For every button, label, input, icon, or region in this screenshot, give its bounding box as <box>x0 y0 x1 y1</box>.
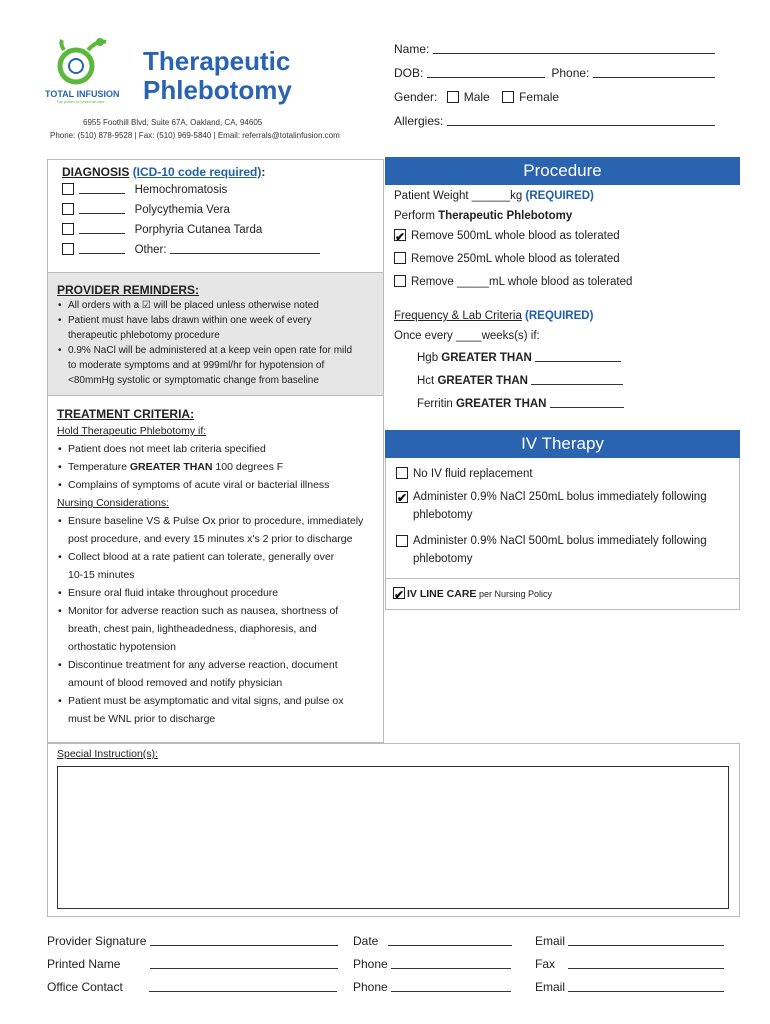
treatment-heading: TREATMENT CRITERIA: <box>57 407 195 421</box>
office-contact-field[interactable] <box>149 982 337 992</box>
reminders-section <box>57 282 379 388</box>
address: 6955 Foothill Blvd, Suite 67A, Oakland, CA, 94605 <box>83 118 263 127</box>
list-item: • Ensure baseline VS & Pulse Ox prior to procedure, immediately post procedure, and every 15 minutes x's 2 prior to discharge <box>57 512 379 548</box>
weight-row[interactable]: Patient Weight ______kg (REQUIRED) <box>394 190 594 202</box>
list-item: • Ensure oral fluid intake throughout procedure <box>57 584 379 602</box>
hold-label: Hold Therapeutic Phlebotomy if: <box>57 425 207 437</box>
phone-label: Phone: <box>551 66 590 80</box>
procedure-header: Procedure <box>385 157 740 185</box>
other-field[interactable] <box>170 244 320 254</box>
ferritin-field[interactable] <box>550 398 624 408</box>
date-field[interactable] <box>388 936 512 946</box>
diagnosis-section <box>62 164 377 260</box>
list-item: • All orders with a ☑ will be placed unless otherwise noted <box>57 298 379 313</box>
email-row-1: Email <box>535 931 724 951</box>
iv-divider <box>385 578 740 579</box>
male-label: Male <box>463 90 490 104</box>
reminders-list <box>57 298 379 388</box>
iv-therapy-header: IV Therapy <box>385 430 740 458</box>
nacl-500-checkbox[interactable] <box>396 535 408 547</box>
list-item: • 0.9% NaCl will be administered at a keep vein open rate for mild to moderate symptoms and at 999ml/hr for hypotension of <80mmHg systolic or symptomatic change from baseline <box>57 343 379 388</box>
polycythemia-checkbox[interactable] <box>62 203 74 215</box>
page-title-line2: Phlebotomy <box>143 75 292 105</box>
gender-label: Gender: <box>394 90 438 104</box>
iv-section <box>396 464 734 568</box>
diagnosis-porphyria[interactable]: Porphyria Cutanea Tarda <box>62 220 377 240</box>
contact-info: Phone: (510) 878-9528 | Fax: (510) 969-5840 | Email: referrals@totalinfusion.com <box>50 131 340 140</box>
list-item: • Discontinue treatment for any adverse reaction, document amount of blood removed and notify physician <box>57 656 379 692</box>
list-item: • Monitor for adverse reaction such as nausea, shortness of breath, chest pain, lightheadedness, diaphoresis, and orthostatic hypotension <box>57 602 379 656</box>
porphyria-checkbox[interactable] <box>62 223 74 235</box>
nursing-label: Nursing Considerations: <box>57 497 170 509</box>
date-row: Date <box>353 931 512 951</box>
female-checkbox[interactable] <box>502 91 514 103</box>
allergies-row <box>394 111 715 131</box>
diagnosis-polycythemia[interactable]: Polycythemia Vera <box>62 200 377 220</box>
other-checkbox[interactable] <box>62 243 74 255</box>
nacl-250-option[interactable]: ✔ Administer 0.9% NaCl 250mL bolus immediately following phlebotomy <box>396 488 734 524</box>
list-item: • Patient does not meet lab criteria specified <box>57 440 379 458</box>
procedure-section <box>394 186 739 414</box>
phone-row-1: Phone <box>353 954 511 974</box>
no-iv-checkbox[interactable] <box>396 467 408 479</box>
phone-row-2: Phone <box>353 977 511 997</box>
remove-250-checkbox[interactable] <box>394 252 406 264</box>
remove-custom-checkbox[interactable] <box>394 275 406 287</box>
hgb-row[interactable]: Hgb GREATER THAN <box>417 348 739 368</box>
no-iv-option[interactable]: No IV fluid replacement <box>396 464 734 484</box>
patient-name-row <box>394 39 715 59</box>
remove-500-checkbox[interactable] <box>394 229 406 241</box>
phone-field[interactable] <box>593 68 715 78</box>
dob-field[interactable] <box>427 68 545 78</box>
reminders-heading: PROVIDER REMINDERS: <box>57 283 200 297</box>
special-instructions-label: Special Instruction(s): <box>57 748 158 760</box>
diagnosis-other[interactable]: Other: <box>62 240 377 260</box>
remove-500-option[interactable]: ✔Remove 500mL whole blood as tolerated <box>394 226 739 246</box>
remove-custom-option[interactable]: Remove _____mL whole blood as tolerated <box>394 272 739 292</box>
ferritin-row[interactable]: Ferritin GREATER THAN <box>417 394 739 414</box>
once-every-row[interactable]: Once every ____weeks(s) if: <box>394 330 540 342</box>
allergies-label: Allergies: <box>394 114 444 128</box>
remove-250-option[interactable]: Remove 250mL whole blood as tolerated <box>394 249 739 269</box>
logo-text: TOTAL INFUSION <box>45 89 120 99</box>
logo <box>42 36 134 106</box>
dob-row <box>394 63 715 83</box>
name-field[interactable] <box>433 44 715 54</box>
logo-tagline: The power of personal care <box>56 99 105 104</box>
provider-signature-row: Provider Signature <box>47 931 338 951</box>
allergies-field[interactable] <box>447 116 715 126</box>
phone-field-2[interactable] <box>391 982 511 992</box>
provider-signature-field[interactable] <box>150 936 338 946</box>
phone-field-1[interactable] <box>391 959 511 969</box>
list-item: • Collect blood at a rate patient can tolerate, generally over 10-15 minutes <box>57 548 379 584</box>
office-contact-row: Office Contact <box>47 977 337 997</box>
email-field-2[interactable] <box>568 982 724 992</box>
treatment-section <box>57 406 379 728</box>
hgb-field[interactable] <box>535 352 621 362</box>
hemochromatosis-checkbox[interactable] <box>62 183 74 195</box>
nacl-500-option[interactable]: Administer 0.9% NaCl 500mL bolus immediately following phlebotomy <box>396 532 734 568</box>
dob-label: DOB: <box>394 66 424 80</box>
female-label: Female <box>519 90 560 104</box>
fax-row: Fax <box>535 954 724 974</box>
gender-row <box>394 87 559 107</box>
list-item: • Patient must have labs drawn within one week of every therapeutic phlebotomy procedure <box>57 313 379 343</box>
nursing-list <box>57 512 379 728</box>
iv-line-care-checkbox[interactable] <box>393 587 405 599</box>
printed-name-field[interactable] <box>150 959 338 969</box>
diagnosis-heading: DIAGNOSIS (ICD-10 code required): <box>62 165 266 179</box>
hct-field[interactable] <box>531 375 623 385</box>
hct-row[interactable]: Hct GREATER THAN <box>417 371 739 391</box>
hold-list <box>57 440 379 494</box>
perform-row: Perform Therapeutic Phlebotomy <box>394 210 573 222</box>
iv-line-care-option[interactable]: ✔IV LINE CARE per Nursing Policy <box>393 584 552 605</box>
page-title-line1: Therapeutic <box>143 46 291 76</box>
fax-field[interactable] <box>568 959 724 969</box>
email-row-2: Email <box>535 977 724 997</box>
male-checkbox[interactable] <box>447 91 459 103</box>
email-field-1[interactable] <box>568 936 724 946</box>
diagnosis-hemochromatosis[interactable]: Hemochromatosis <box>62 180 377 200</box>
list-item: • Temperature GREATER THAN 100 degrees F <box>57 458 379 476</box>
printed-name-row: Printed Name <box>47 954 338 974</box>
list-item: • Patient must be asymptomatic and vital signs, and pulse ox must be WNL prior to discharge <box>57 692 379 728</box>
name-label: Name: <box>394 42 430 56</box>
list-item: • Complains of symptoms of acute viral or bacterial illness <box>57 476 379 494</box>
frequency-heading: Frequency & Lab Criteria (REQUIRED) <box>394 310 594 322</box>
special-instructions-input[interactable] <box>57 766 729 909</box>
nacl-250-checkbox[interactable] <box>396 491 408 503</box>
